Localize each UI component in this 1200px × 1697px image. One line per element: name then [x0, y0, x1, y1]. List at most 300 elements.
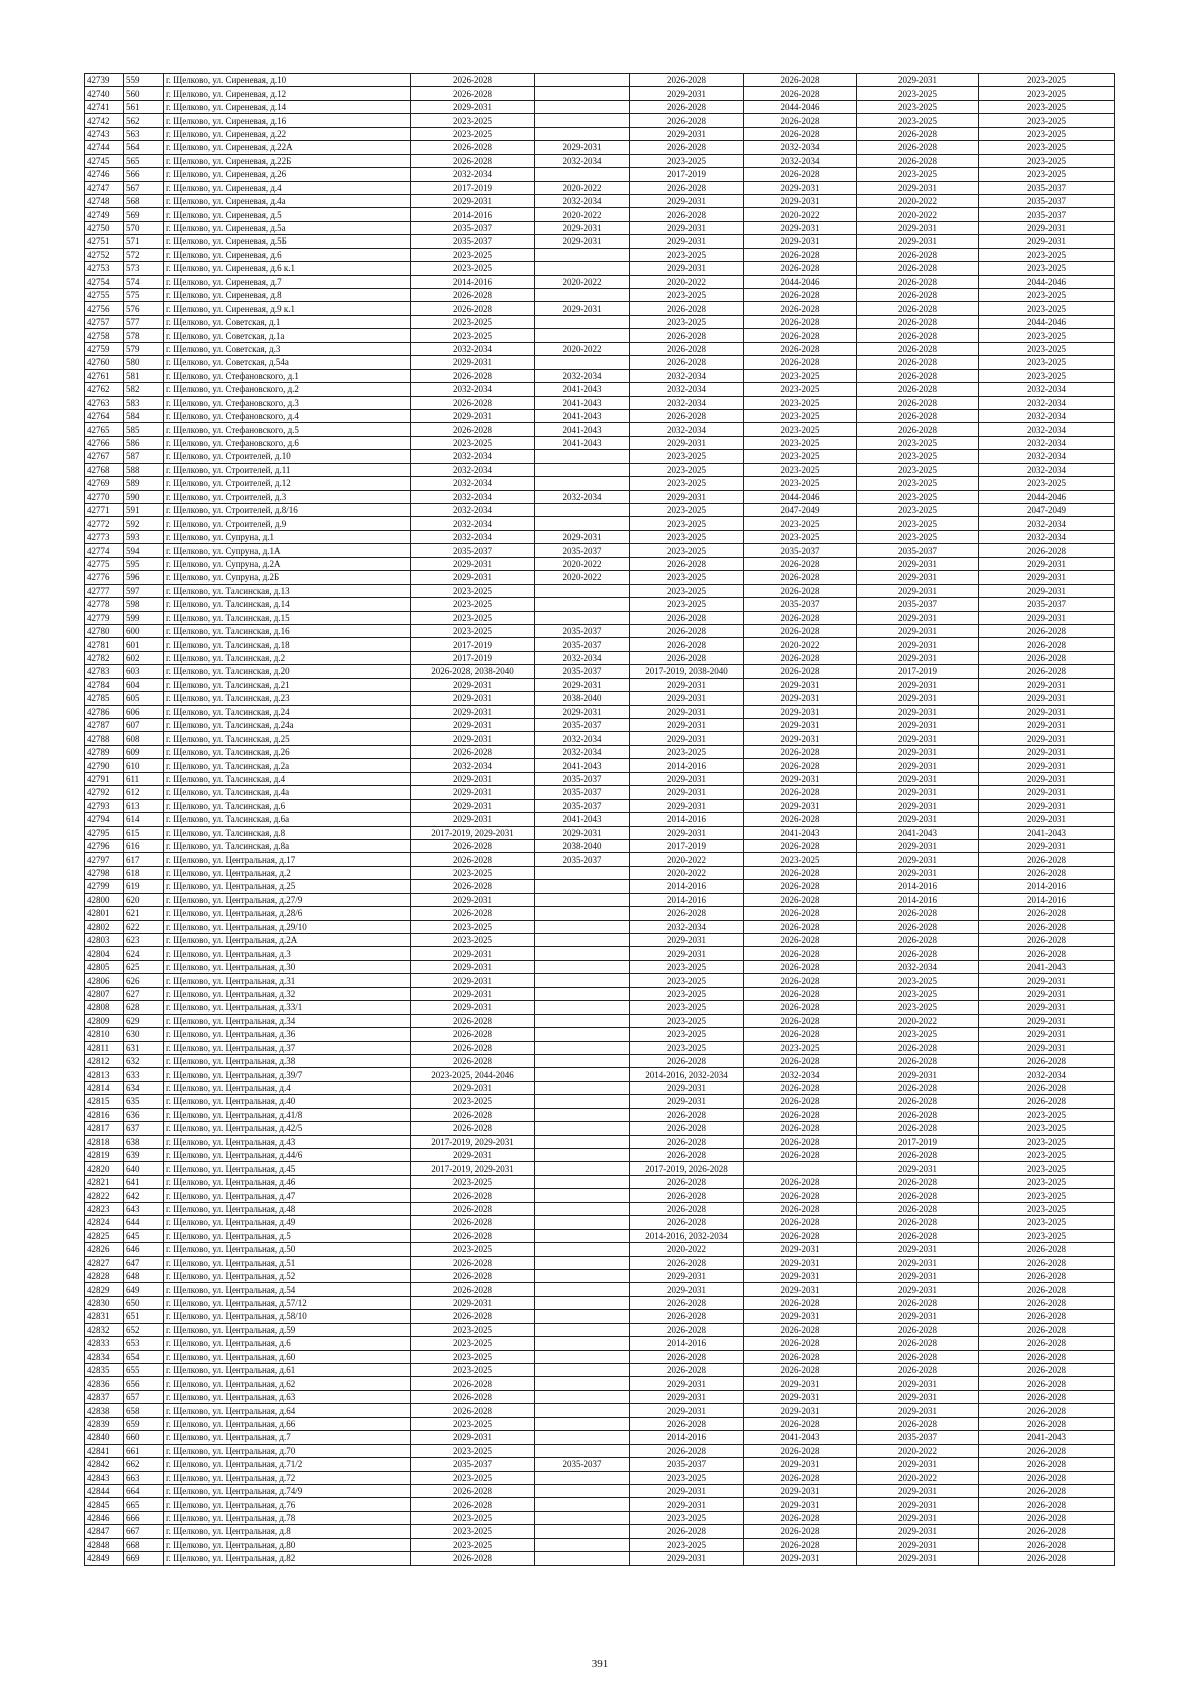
- table-cell: 2023-2025: [630, 530, 744, 543]
- table-cell: 2041-2043: [535, 436, 630, 449]
- table-cell: 2029-2031: [857, 221, 979, 234]
- table-cell: г. Щелково, ул. Супруна, д.1: [164, 530, 411, 543]
- table-row: [85, 1189, 1115, 1202]
- table-row: [85, 490, 1115, 503]
- table-cell: [535, 584, 630, 597]
- table-cell: 2026-2028: [411, 1014, 535, 1027]
- table-cell: 2023-2025: [979, 1229, 1115, 1242]
- table-cell: г. Щелково, ул. Центральная, д.45: [164, 1162, 411, 1175]
- table-cell: 2023-2025: [744, 1041, 857, 1054]
- table-cell: 2026-2028: [979, 544, 1115, 557]
- table-cell: 42827: [85, 1256, 124, 1269]
- table-cell: г. Щелково, ул. Талсинская, д.23: [164, 692, 411, 705]
- table-cell: 2026-2028: [857, 342, 979, 355]
- table-cell: 2032-2034: [411, 383, 535, 396]
- table-cell: 2026-2028: [630, 208, 744, 221]
- table-cell: 2029-2031: [857, 1538, 979, 1551]
- table-cell: г. Щелково, ул. Центральная, д.62: [164, 1377, 411, 1390]
- table-cell: 2026-2028: [979, 866, 1115, 879]
- table-cell: 2026-2028: [630, 1296, 744, 1309]
- table-row: [85, 1041, 1115, 1054]
- table-cell: 2029-2031: [744, 1256, 857, 1269]
- table-cell: г. Щелково, ул. Талсинская, д.24а: [164, 719, 411, 732]
- table-cell: 2029-2031: [979, 235, 1115, 248]
- table-cell: 2026-2028: [979, 1458, 1115, 1471]
- table-body: [85, 74, 1115, 1566]
- table-cell: 582: [124, 383, 164, 396]
- table-cell: 2026-2028: [857, 1229, 979, 1242]
- table-cell: 2026-2028: [630, 557, 744, 570]
- table-cell: 2035-2037: [535, 799, 630, 812]
- table-cell: 42773: [85, 530, 124, 543]
- table-cell: 2017-2019: [630, 839, 744, 852]
- table-cell: 2014-2016: [630, 893, 744, 906]
- table-cell: г. Щелково, ул. Центральная, д.61: [164, 1364, 411, 1377]
- table-cell: 2029-2031: [411, 1431, 535, 1444]
- table-cell: 2026-2028: [411, 1054, 535, 1067]
- table-cell: г. Щелково, ул. Центральная, д.78: [164, 1511, 411, 1524]
- table-row: [85, 544, 1115, 557]
- table-cell: г. Щелково, ул. Сиреневая, д.4а: [164, 194, 411, 207]
- table-cell: [535, 1283, 630, 1296]
- table-cell: 42841: [85, 1444, 124, 1457]
- table-cell: 2035-2037: [979, 598, 1115, 611]
- table-cell: [535, 1296, 630, 1309]
- table-cell: 42743: [85, 127, 124, 140]
- table-cell: г. Щелково, ул. Центральная, д.7: [164, 1431, 411, 1444]
- table-cell: 2026-2028: [979, 1283, 1115, 1296]
- table-row: [85, 74, 1115, 87]
- table-cell: г. Щелково, ул. Сиреневая, д.22А: [164, 141, 411, 154]
- table-cell: 2020-2022: [535, 181, 630, 194]
- table-cell: 2029-2031: [630, 1269, 744, 1282]
- table-cell: 2029-2031: [857, 1256, 979, 1269]
- table-cell: 2029-2031: [411, 100, 535, 113]
- table-cell: г. Щелково, ул. Талсинская, д.6: [164, 799, 411, 812]
- table-cell: [535, 1095, 630, 1108]
- table-cell: 42825: [85, 1229, 124, 1242]
- table-cell: 2026-2028: [857, 1189, 979, 1202]
- table-cell: 2026-2028: [857, 1216, 979, 1229]
- table-cell: 2026-2028: [979, 1364, 1115, 1377]
- table-cell: 2029-2031: [979, 692, 1115, 705]
- table-cell: 617: [124, 853, 164, 866]
- table-cell: 2023-2025, 2044-2046: [411, 1068, 535, 1081]
- table-cell: 42836: [85, 1377, 124, 1390]
- table-cell: 2041-2043: [979, 1431, 1115, 1444]
- table-cell: 2029-2031: [857, 235, 979, 248]
- table-row: [85, 114, 1115, 127]
- table-cell: г. Щелково, ул. Строителей, д.10: [164, 450, 411, 463]
- table-cell: г. Щелково, ул. Сиреневая, д.7: [164, 275, 411, 288]
- table-row: [85, 1390, 1115, 1403]
- table-cell: 654: [124, 1350, 164, 1363]
- table-row: [85, 423, 1115, 436]
- table-cell: 574: [124, 275, 164, 288]
- table-cell: 42787: [85, 719, 124, 732]
- table-cell: 609: [124, 745, 164, 758]
- table-cell: г. Щелково, ул. Центральная, д.76: [164, 1498, 411, 1511]
- table-row: [85, 1216, 1115, 1229]
- table-cell: 42780: [85, 624, 124, 637]
- table-cell: [535, 1337, 630, 1350]
- table-cell: 2026-2028: [744, 1149, 857, 1162]
- table-cell: [535, 1310, 630, 1323]
- table-cell: 2026-2028: [411, 423, 535, 436]
- table-cell: 42786: [85, 705, 124, 718]
- table-cell: г. Щелково, ул. Центральная, д.71/2: [164, 1458, 411, 1471]
- table-cell: 42779: [85, 611, 124, 624]
- table-cell: 42744: [85, 141, 124, 154]
- table-cell: 2026-2028: [979, 934, 1115, 947]
- table-cell: 2023-2025: [744, 517, 857, 530]
- table-cell: 2023-2025: [630, 584, 744, 597]
- table-cell: 594: [124, 544, 164, 557]
- table-cell: 2029-2031: [630, 1552, 744, 1565]
- table-cell: 2038-2040: [535, 839, 630, 852]
- table-cell: [535, 450, 630, 463]
- table-cell: 2026-2028: [411, 1283, 535, 1296]
- table-cell: 42766: [85, 436, 124, 449]
- table-cell: 2041-2043: [535, 383, 630, 396]
- table-cell: 2029-2031: [857, 1068, 979, 1081]
- table-cell: [535, 1471, 630, 1484]
- table-cell: 559: [124, 74, 164, 87]
- table-cell: 42798: [85, 866, 124, 879]
- table-cell: г. Щелково, ул. Сиреневая, д.10: [164, 74, 411, 87]
- table-cell: 2029-2031: [857, 1552, 979, 1565]
- table-cell: г. Щелково, ул. Центральная, д.39/7: [164, 1068, 411, 1081]
- table-cell: 2026-2028: [744, 611, 857, 624]
- table-cell: 2029-2031: [630, 678, 744, 691]
- table-cell: 2029-2031: [535, 530, 630, 543]
- table-cell: 2032-2034: [979, 517, 1115, 530]
- table-cell: г. Щелково, ул. Талсинская, д.26: [164, 745, 411, 758]
- table-row: [85, 1337, 1115, 1350]
- table-cell: 2041-2043: [535, 759, 630, 772]
- table-cell: г. Щелково, ул. Центральная, д.27/9: [164, 893, 411, 906]
- table-cell: 2029-2031: [411, 678, 535, 691]
- table-cell: 2023-2025: [979, 114, 1115, 127]
- table-cell: 42739: [85, 74, 124, 87]
- table-cell: г. Щелково, ул. Сиреневая, д.22Б: [164, 154, 411, 167]
- table-cell: 2026-2028: [744, 342, 857, 355]
- table-cell: [535, 1552, 630, 1565]
- table-cell: 2023-2025: [979, 141, 1115, 154]
- table-cell: 2026-2028: [630, 907, 744, 920]
- table-cell: 2029-2031: [744, 194, 857, 207]
- table-cell: 2029-2031: [411, 571, 535, 584]
- table-cell: 2029-2031: [744, 772, 857, 785]
- table-row: [85, 436, 1115, 449]
- table-cell: 42740: [85, 87, 124, 100]
- table-cell: 2014-2016: [630, 1431, 744, 1444]
- table-row: [85, 947, 1115, 960]
- table-row: [85, 866, 1115, 879]
- table-row: [85, 1001, 1115, 1014]
- table-row: [85, 1310, 1115, 1323]
- table-cell: 2035-2037: [857, 1431, 979, 1444]
- table-cell: 2029-2031: [744, 1404, 857, 1417]
- table-cell: 632: [124, 1054, 164, 1067]
- table-cell: 2026-2028: [744, 759, 857, 772]
- table-cell: 2026-2028: [744, 1001, 857, 1014]
- table-cell: 628: [124, 1001, 164, 1014]
- table-cell: 2029-2031: [857, 813, 979, 826]
- table-cell: [535, 1202, 630, 1215]
- table-cell: 2014-2016: [630, 759, 744, 772]
- table-cell: 2014-2016: [630, 880, 744, 893]
- table-cell: 2029-2031: [744, 678, 857, 691]
- table-cell: 2026-2028: [744, 87, 857, 100]
- table-cell: 2035-2037: [535, 853, 630, 866]
- table-cell: 2026-2028: [744, 584, 857, 597]
- table-cell: 2032-2034: [630, 423, 744, 436]
- table-cell: 2032-2034: [857, 960, 979, 973]
- table-cell: 2029-2031: [411, 1296, 535, 1309]
- table-cell: г. Щелково, ул. Центральная, д.41/8: [164, 1108, 411, 1121]
- table-cell: 2020-2022: [630, 275, 744, 288]
- table-cell: 42838: [85, 1404, 124, 1417]
- table-cell: 2026-2028: [630, 141, 744, 154]
- table-cell: 2029-2031: [630, 221, 744, 234]
- table-cell: г. Щелково, ул. Центральная, д.3: [164, 947, 411, 960]
- table-row: [85, 786, 1115, 799]
- table-cell: 2032-2034: [744, 1068, 857, 1081]
- table-cell: 655: [124, 1364, 164, 1377]
- table-cell: г. Щелково, ул. Талсинская, д.20: [164, 665, 411, 678]
- table-cell: 611: [124, 772, 164, 785]
- table-cell: 2026-2028: [744, 315, 857, 328]
- table-cell: 2026-2028: [744, 1444, 857, 1457]
- table-cell: 2014-2016, 2032-2034: [630, 1229, 744, 1242]
- table-cell: 605: [124, 692, 164, 705]
- table-cell: 650: [124, 1296, 164, 1309]
- table-cell: 590: [124, 490, 164, 503]
- table-row: [85, 826, 1115, 839]
- table-cell: 2023-2025: [630, 1041, 744, 1054]
- table-cell: 2020-2022: [630, 853, 744, 866]
- table-cell: [535, 1243, 630, 1256]
- table-row: [85, 987, 1115, 1000]
- table-cell: 2023-2025: [630, 1511, 744, 1524]
- table-cell: 2026-2028: [630, 302, 744, 315]
- table-row: [85, 248, 1115, 261]
- table-cell: 2026-2028: [979, 1471, 1115, 1484]
- table-row: [85, 853, 1115, 866]
- table-cell: 568: [124, 194, 164, 207]
- table-cell: г. Щелково, ул. Талсинская, д.8а: [164, 839, 411, 852]
- table-cell: 2023-2025: [411, 624, 535, 637]
- table-cell: 2023-2025: [630, 987, 744, 1000]
- table-cell: 2029-2031: [979, 705, 1115, 718]
- table-cell: 561: [124, 100, 164, 113]
- table-cell: 2029-2031: [857, 678, 979, 691]
- table-cell: 644: [124, 1216, 164, 1229]
- table-cell: 2026-2028: [979, 1484, 1115, 1497]
- table-cell: 2026-2028: [979, 1417, 1115, 1430]
- table-cell: 2026-2028: [857, 1323, 979, 1336]
- table-cell: 2014-2016: [630, 813, 744, 826]
- table-cell: 2029-2031: [744, 235, 857, 248]
- table-cell: 2026-2028: [744, 934, 857, 947]
- table-cell: 42807: [85, 987, 124, 1000]
- table-row: [85, 571, 1115, 584]
- table-row: [85, 1068, 1115, 1081]
- table-row: [85, 934, 1115, 947]
- table-cell: [535, 1498, 630, 1511]
- table-cell: 2029-2031: [744, 1552, 857, 1565]
- table-cell: 2032-2034: [630, 920, 744, 933]
- table-cell: 42745: [85, 154, 124, 167]
- table-cell: 2026-2028: [744, 786, 857, 799]
- table-cell: 2023-2025: [979, 248, 1115, 261]
- table-cell: 2026-2028: [744, 839, 857, 852]
- table-cell: 2026-2028: [744, 1189, 857, 1202]
- table-cell: 2029-2031: [411, 893, 535, 906]
- table-cell: [535, 1404, 630, 1417]
- table-cell: 2023-2025: [411, 1350, 535, 1363]
- table-cell: 668: [124, 1538, 164, 1551]
- table-cell: 2026-2028: [411, 1390, 535, 1403]
- table-row: [85, 665, 1115, 678]
- table-cell: 2026-2028: [411, 1108, 535, 1121]
- table-row: [85, 1162, 1115, 1175]
- table-row: [85, 477, 1115, 490]
- table-cell: 2029-2031: [630, 719, 744, 732]
- table-cell: 572: [124, 248, 164, 261]
- table-cell: 2026-2028: [744, 1135, 857, 1148]
- table-row: [85, 194, 1115, 207]
- table-cell: 42802: [85, 920, 124, 933]
- table-cell: г. Щелково, ул. Талсинская, д.6а: [164, 813, 411, 826]
- table-cell: 2026-2028: [744, 987, 857, 1000]
- table-cell: 2017-2019: [857, 665, 979, 678]
- table-cell: 42757: [85, 315, 124, 328]
- table-cell: 2023-2025: [411, 1243, 535, 1256]
- table-cell: 2026-2028: [744, 1095, 857, 1108]
- table-row: [85, 1229, 1115, 1242]
- table-cell: 2023-2025: [979, 87, 1115, 100]
- table-cell: 608: [124, 732, 164, 745]
- table-cell: 2029-2031: [857, 1377, 979, 1390]
- table-row: [85, 624, 1115, 637]
- table-cell: 2023-2025: [857, 436, 979, 449]
- table-cell: 2026-2028: [630, 74, 744, 87]
- table-cell: 2029-2031: [411, 356, 535, 369]
- table-cell: 2029-2031: [857, 74, 979, 87]
- table-cell: 42747: [85, 181, 124, 194]
- table-cell: 2044-2046: [979, 315, 1115, 328]
- table-cell: [535, 1175, 630, 1188]
- table-cell: [535, 1014, 630, 1027]
- table-cell: [535, 1189, 630, 1202]
- table-cell: 2035-2037: [535, 1458, 630, 1471]
- table-cell: [535, 974, 630, 987]
- table-cell: 42764: [85, 409, 124, 422]
- table-cell: 42837: [85, 1390, 124, 1403]
- table-cell: 2023-2025: [979, 168, 1115, 181]
- table-cell: г. Щелково, ул. Центральная, д.5: [164, 1229, 411, 1242]
- table-row: [85, 759, 1115, 772]
- table-cell: 2029-2031: [857, 1269, 979, 1282]
- table-cell: 2026-2028: [979, 1323, 1115, 1336]
- table-cell: г. Щелково, ул. Сиреневая, д.14: [164, 100, 411, 113]
- table-cell: 2032-2034: [979, 409, 1115, 422]
- table-cell: 2026-2028: [630, 1256, 744, 1269]
- table-cell: 42792: [85, 786, 124, 799]
- table-cell: 2026-2028: [857, 947, 979, 960]
- table-row: [85, 329, 1115, 342]
- table-cell: 2041-2043: [744, 1431, 857, 1444]
- table-cell: г. Щелково, ул. Сиреневая, д.22: [164, 127, 411, 140]
- table-cell: 42828: [85, 1269, 124, 1282]
- table-cell: 624: [124, 947, 164, 960]
- table-cell: г. Щелково, ул. Центральная, д.4: [164, 1081, 411, 1094]
- table-cell: 2029-2031: [857, 557, 979, 570]
- table-cell: 2032-2034: [411, 463, 535, 476]
- table-row: [85, 1431, 1115, 1444]
- table-cell: 2029-2031: [630, 786, 744, 799]
- table-cell: 2032-2034: [535, 745, 630, 758]
- table-cell: 2026-2028: [857, 1149, 979, 1162]
- table-cell: 2032-2034: [411, 530, 535, 543]
- table-cell: 2026-2028: [411, 74, 535, 87]
- table-cell: [535, 262, 630, 275]
- table-row: [85, 168, 1115, 181]
- table-row: [85, 1538, 1115, 1551]
- table-cell: 634: [124, 1081, 164, 1094]
- table-cell: 42819: [85, 1149, 124, 1162]
- table-cell: 2029-2031: [857, 1458, 979, 1471]
- table-cell: 648: [124, 1269, 164, 1282]
- table-cell: 2026-2028: [979, 1538, 1115, 1551]
- table-cell: 661: [124, 1444, 164, 1457]
- table-cell: 2026-2028: [411, 154, 535, 167]
- table-cell: 642: [124, 1189, 164, 1202]
- table-cell: 2029-2031: [857, 1310, 979, 1323]
- table-cell: 2029-2031: [979, 678, 1115, 691]
- table-cell: г. Щелково, ул. Центральная, д.59: [164, 1323, 411, 1336]
- table-cell: г. Щелково, ул. Центральная, д.42/5: [164, 1122, 411, 1135]
- table-cell: 2023-2025: [857, 974, 979, 987]
- table-cell: 2023-2025: [979, 329, 1115, 342]
- table-cell: [535, 1041, 630, 1054]
- table-cell: г. Щелково, ул. Центральная, д.49: [164, 1216, 411, 1229]
- table-cell: 42845: [85, 1498, 124, 1511]
- table-cell: 2029-2031: [744, 705, 857, 718]
- table-cell: г. Щелково, ул. Супруна, д.1А: [164, 544, 411, 557]
- table-cell: 613: [124, 799, 164, 812]
- table-cell: 42793: [85, 799, 124, 812]
- table-cell: 2026-2028: [857, 1296, 979, 1309]
- table-cell: 2026-2028: [411, 302, 535, 315]
- table-cell: 2023-2025: [411, 1175, 535, 1188]
- table-cell: 2020-2022: [744, 208, 857, 221]
- table-cell: 635: [124, 1095, 164, 1108]
- table-cell: [535, 1054, 630, 1067]
- table-cell: 2026-2028: [744, 1511, 857, 1524]
- table-cell: 2032-2034: [411, 342, 535, 355]
- table-cell: 614: [124, 813, 164, 826]
- table-cell: 2047-2049: [979, 504, 1115, 517]
- table-cell: 2026-2028: [857, 1337, 979, 1350]
- table-cell: 2026-2028: [979, 1095, 1115, 1108]
- table-cell: 2035-2037: [535, 665, 630, 678]
- table-cell: 42823: [85, 1202, 124, 1215]
- table-cell: 2032-2034: [979, 450, 1115, 463]
- table-cell: 2029-2031: [857, 571, 979, 584]
